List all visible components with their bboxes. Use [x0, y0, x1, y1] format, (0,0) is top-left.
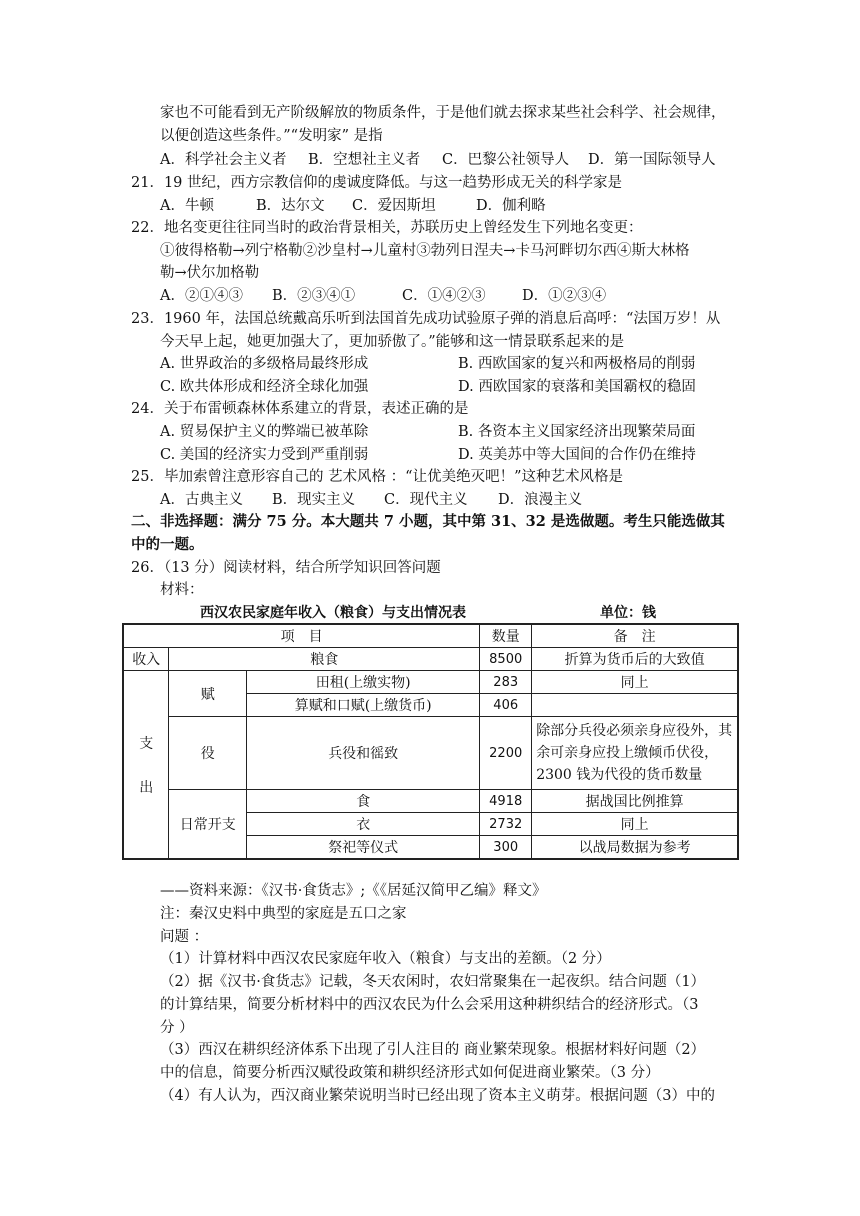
section2-heading-line-2: 中的一题。 [131, 536, 204, 553]
intro-line-2: 以便创造这些条件。”“发明家” 是指 [160, 128, 383, 144]
poll-tax-qty: 406 [480, 694, 532, 717]
option-a: A．科学社会主义者 [160, 152, 287, 168]
poll-tax-label: 算赋和口赋(上缴货币) [247, 694, 480, 717]
table-title: 西汉农民家庭年收入（粮食）与支出情况表 [200, 605, 466, 621]
option-c: C．爱因斯坦 [352, 198, 436, 214]
option-a: A．牛顿 [160, 198, 214, 214]
food-qty: 4918 [480, 790, 532, 813]
military-label: 兵役和徭致 [247, 717, 480, 790]
note-line: 注：秦汉史料中典型的家庭是五口之家 [160, 906, 407, 922]
cloth-note: 同上 [532, 813, 738, 836]
expense-label [123, 671, 169, 860]
option-a: A．古典主义 [160, 492, 243, 508]
source-line: ——资料来源：《汉书·食货志》;《《居延汉简甲乙编》释文》 [160, 883, 547, 899]
rent-note: 同上 [532, 671, 738, 694]
option-c: C．巴黎公社领导人 [442, 152, 570, 168]
daily-label: 日常开支 [169, 790, 247, 860]
q23-option-a: A. 世界政治的多级格局最终形成 [160, 356, 369, 372]
military-qty: 2200 [480, 717, 532, 790]
expense-char-2: 出 [139, 779, 154, 796]
option-d: D．浪漫主义 [498, 492, 583, 508]
option-b: B．现实主义 [272, 492, 356, 508]
table-row [123, 671, 738, 694]
q23-option-c: C. 欧共体形成和经济全球化加强 [160, 379, 369, 395]
tax-label: 赋 [169, 671, 247, 717]
q23-line-2: 今天早上起，她更加强大了，更加骄傲了。”能够和这一情景联系起来的是 [160, 334, 625, 350]
grain-label: 粮食 [169, 648, 480, 671]
subquestion-3-line-2: 中的信息，简要分析西汉赋役政策和耕织经济形式如何促进商业繁荣。（3 分） [160, 1065, 660, 1081]
q23-stem: 23．1960 年，法国总统戴高乐听到法国首先成功试验原子弹的消息后高呼：“法国万岁！从 [131, 311, 721, 327]
header-note: 备 注 [532, 624, 738, 648]
income-expense-table [122, 623, 739, 860]
q24-option-b: B. 各资本主义国家经济出现繁荣局面 [458, 424, 696, 440]
subquestion-1: （1）计算材料中西汉农民家庭年收入（粮食）与支出的差额。（2 分） [160, 951, 611, 967]
food-note: 据战国比例推算 [532, 790, 738, 813]
corvee-label: 役 [169, 717, 247, 790]
option-d: D．①②③④ [522, 288, 607, 304]
income-label: 收入 [123, 648, 169, 671]
military-note: 除部分兵役必须亲身应役外，其余可亲身应投上缴倾币伏役，2300 钱为代役的货币数量 [532, 717, 738, 790]
food-label: 食 [247, 790, 480, 813]
q25-options [160, 490, 582, 510]
question-label: 问题 ： [160, 929, 209, 945]
grain-note: 折算为货币后的大致值 [532, 648, 738, 671]
q22-options [160, 286, 606, 306]
option-b: B．②③④① [272, 288, 356, 304]
header-qty: 数量 [480, 624, 532, 648]
rent-qty: 283 [480, 671, 532, 694]
option-b: B．空想社主义者 [308, 152, 421, 168]
q21-stem: 21．19 世纪，西方宗教信仰的虔诚度降低。与这一趋势形成无关的科学家是 [131, 175, 623, 191]
section2-heading-line-1: 二、非选择题：满分 75 分。本大题共 7 小题，其中第 31、32 是选做题。考生只能选做其 [131, 513, 725, 530]
subquestion-2-line-1: （2）据《汉书·食货志》记载，冬天农闲时，农妇常聚集在一起夜织。结合问题（1） [160, 974, 706, 990]
q22-line-3: 勒→伏尔加格勒 [160, 265, 260, 281]
subquestion-2-line-2: 的计算结果，简要分析材料中的西汉农民为什么会采用这种耕织结合的经济形式。（3 [160, 997, 699, 1013]
table-row [123, 648, 738, 671]
poll-tax-note [532, 694, 738, 717]
header-item: 项 目 [123, 624, 480, 648]
q22-line-2: ①彼得格勒→列宁格勒②沙皇村→儿童村③勃列日涅夫→卡马河畔切尔西④斯大林格 [160, 243, 690, 259]
q22-stem: 22．地名变更往往同当时的政治背景相关，苏联历史上曾经发生下列地名变更： [131, 220, 643, 236]
q24-option-a: A. 贸易保护主义的弊端已被革除 [160, 424, 369, 440]
intro-line-1: 家也不可能看到无产阶级解放的物质条件，于是他们就去探求某些社会科学、社会规律， [160, 105, 726, 121]
option-d: D．伽利略 [476, 198, 546, 214]
subquestion-3-line-1: （3）西汉在耕织经济体系下出现了引人注目的 商业繁荣现象。根据材料好问题（2） [160, 1042, 706, 1058]
option-c: C．①④②③ [402, 288, 486, 304]
q24-option-d: D. 英美苏中等大国间的合作仍在维持 [458, 447, 696, 463]
ritual-label: 祭祀等仪式 [247, 836, 480, 860]
option-c: C．现代主义 [384, 492, 468, 508]
expense-char-1: 支 [139, 735, 154, 752]
table-row [123, 717, 738, 790]
material-label: 材料： [160, 582, 204, 598]
cloth-label: 衣 [247, 813, 480, 836]
cloth-qty: 2732 [480, 813, 532, 836]
q21-options [160, 196, 546, 216]
option-a: A．②①④③ [160, 288, 243, 304]
table-row [123, 790, 738, 813]
q25-stem: 25．毕加索曾注意形容自己的 艺术风格 ：“让优美绝灭吧！”这种艺术风格是 [131, 469, 623, 485]
rent-label: 田租(上缴实物) [247, 671, 480, 694]
table-header-row [123, 624, 738, 648]
option-d: D．第一国际领导人 [588, 152, 716, 168]
grain-qty: 8500 [480, 648, 532, 671]
q24-stem: 24．关于布雷顿森林体系建立的背景，表述正确的是 [131, 401, 469, 417]
subquestion-4-line-1: （4）有人认为，西汉商业繁荣说明当时已经出现了资本主义萌芽。根据问题（3）中的 [160, 1088, 715, 1104]
intro-options [160, 150, 716, 170]
q23-option-d: D. 西欧国家的衰落和美国霸权的稳固 [458, 379, 696, 395]
option-b: B．达尔文 [256, 198, 325, 214]
q24-option-c: C. 美国的经济实力受到严重削弱 [160, 447, 369, 463]
ritual-note: 以战局数据为参考 [532, 836, 738, 860]
q23-option-b: B. 西欧国家的复兴和两极格局的削弱 [458, 356, 696, 372]
table-unit: 单位：钱 [600, 605, 656, 621]
ritual-qty: 300 [480, 836, 532, 860]
q26-stem: 26．（13 分）阅读材料，结合所学知识回答问题 [131, 560, 441, 576]
subquestion-2-line-3: 分 ） [160, 1020, 194, 1036]
